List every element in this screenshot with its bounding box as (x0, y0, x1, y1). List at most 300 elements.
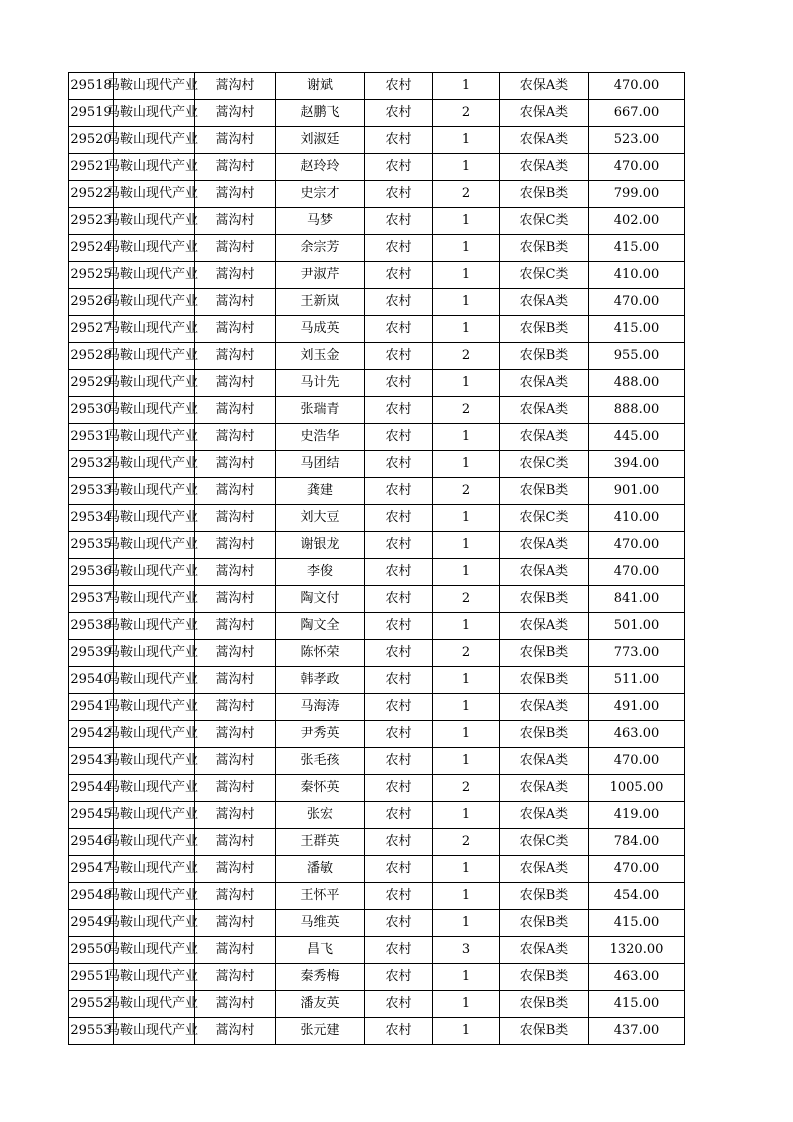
member-count-cell: 2 (433, 586, 500, 613)
household-type-cell: 农村 (365, 694, 433, 721)
member-count-cell: 1 (433, 370, 500, 397)
organization-cell: 马鞍山现代产业 (114, 883, 195, 910)
amount-cell: 1320.00 (589, 937, 685, 964)
person-name-cell: 潘友英 (276, 991, 365, 1018)
organization-cell: 马鞍山现代产业 (114, 397, 195, 424)
insurance-category-cell: 农保C类 (500, 829, 589, 856)
household-type-cell: 农村 (365, 883, 433, 910)
person-name-cell: 谢斌 (276, 73, 365, 100)
person-name-cell: 潘敏 (276, 856, 365, 883)
member-count-cell: 1 (433, 262, 500, 289)
organization-cell: 马鞍山现代产业 (114, 937, 195, 964)
table-row (69, 559, 685, 586)
household-type-cell: 农村 (365, 208, 433, 235)
amount-cell: 491.00 (589, 694, 685, 721)
amount-cell: 773.00 (589, 640, 685, 667)
member-count-cell: 1 (433, 451, 500, 478)
record-id-cell: 29540 (69, 667, 114, 694)
village-cell: 蒿沟村 (195, 316, 276, 343)
record-id-cell: 29523 (69, 208, 114, 235)
person-name-cell: 张元建 (276, 1018, 365, 1045)
village-cell: 蒿沟村 (195, 856, 276, 883)
insurance-category-cell: 农保A类 (500, 613, 589, 640)
household-type-cell: 农村 (365, 586, 433, 613)
village-cell: 蒿沟村 (195, 100, 276, 127)
benefit-table (68, 72, 685, 1045)
organization-cell: 马鞍山现代产业 (114, 289, 195, 316)
village-cell: 蒿沟村 (195, 343, 276, 370)
village-cell: 蒿沟村 (195, 964, 276, 991)
amount-cell: 488.00 (589, 370, 685, 397)
insurance-category-cell: 农保B类 (500, 181, 589, 208)
household-type-cell: 农村 (365, 424, 433, 451)
table-row (69, 802, 685, 829)
record-id-cell: 29525 (69, 262, 114, 289)
organization-cell: 马鞍山现代产业 (114, 1018, 195, 1045)
organization-cell: 马鞍山现代产业 (114, 127, 195, 154)
member-count-cell: 1 (433, 559, 500, 586)
organization-cell: 马鞍山现代产业 (114, 694, 195, 721)
insurance-category-cell: 农保A类 (500, 559, 589, 586)
village-cell: 蒿沟村 (195, 667, 276, 694)
household-type-cell: 农村 (365, 937, 433, 964)
table-row (69, 73, 685, 100)
member-count-cell: 2 (433, 829, 500, 856)
member-count-cell: 1 (433, 694, 500, 721)
table-row (69, 316, 685, 343)
person-name-cell: 昌飞 (276, 937, 365, 964)
table-row (69, 721, 685, 748)
insurance-category-cell: 农保A类 (500, 937, 589, 964)
organization-cell: 马鞍山现代产业 (114, 181, 195, 208)
amount-cell: 523.00 (589, 127, 685, 154)
table-row (69, 181, 685, 208)
household-type-cell: 农村 (365, 802, 433, 829)
member-count-cell: 2 (433, 343, 500, 370)
person-name-cell: 马梦 (276, 208, 365, 235)
record-id-cell: 29546 (69, 829, 114, 856)
table-row (69, 1018, 685, 1045)
organization-cell: 马鞍山现代产业 (114, 100, 195, 127)
member-count-cell: 1 (433, 748, 500, 775)
person-name-cell: 尹秀英 (276, 721, 365, 748)
insurance-category-cell: 农保A类 (500, 532, 589, 559)
person-name-cell: 陶文付 (276, 586, 365, 613)
amount-cell: 501.00 (589, 613, 685, 640)
household-type-cell: 农村 (365, 613, 433, 640)
village-cell: 蒿沟村 (195, 532, 276, 559)
record-id-cell: 29531 (69, 424, 114, 451)
amount-cell: 463.00 (589, 721, 685, 748)
table-row (69, 883, 685, 910)
amount-cell: 470.00 (589, 559, 685, 586)
household-type-cell: 农村 (365, 964, 433, 991)
household-type-cell: 农村 (365, 181, 433, 208)
organization-cell: 马鞍山现代产业 (114, 451, 195, 478)
person-name-cell: 龚建 (276, 478, 365, 505)
insurance-category-cell: 农保B类 (500, 640, 589, 667)
member-count-cell: 1 (433, 667, 500, 694)
person-name-cell: 尹淑芹 (276, 262, 365, 289)
insurance-category-cell: 农保A类 (500, 748, 589, 775)
amount-cell: 470.00 (589, 289, 685, 316)
member-count-cell: 1 (433, 991, 500, 1018)
household-type-cell: 农村 (365, 73, 433, 100)
organization-cell: 马鞍山现代产业 (114, 964, 195, 991)
person-name-cell: 刘大豆 (276, 505, 365, 532)
record-id-cell: 29520 (69, 127, 114, 154)
organization-cell: 马鞍山现代产业 (114, 316, 195, 343)
village-cell: 蒿沟村 (195, 505, 276, 532)
insurance-category-cell: 农保B类 (500, 667, 589, 694)
member-count-cell: 1 (433, 127, 500, 154)
insurance-category-cell: 农保C类 (500, 262, 589, 289)
amount-cell: 454.00 (589, 883, 685, 910)
record-id-cell: 29530 (69, 397, 114, 424)
organization-cell: 马鞍山现代产业 (114, 424, 195, 451)
table-row (69, 829, 685, 856)
household-type-cell: 农村 (365, 478, 433, 505)
village-cell: 蒿沟村 (195, 829, 276, 856)
village-cell: 蒿沟村 (195, 559, 276, 586)
village-cell: 蒿沟村 (195, 289, 276, 316)
village-cell: 蒿沟村 (195, 775, 276, 802)
insurance-category-cell: 农保B类 (500, 991, 589, 1018)
amount-cell: 799.00 (589, 181, 685, 208)
person-name-cell: 陶文全 (276, 613, 365, 640)
member-count-cell: 2 (433, 100, 500, 127)
household-type-cell: 农村 (365, 127, 433, 154)
member-count-cell: 1 (433, 613, 500, 640)
insurance-category-cell: 农保B类 (500, 964, 589, 991)
table-row (69, 937, 685, 964)
insurance-category-cell: 农保A类 (500, 154, 589, 181)
amount-cell: 955.00 (589, 343, 685, 370)
insurance-category-cell: 农保B类 (500, 343, 589, 370)
household-type-cell: 农村 (365, 262, 433, 289)
table-row (69, 451, 685, 478)
table-row (69, 586, 685, 613)
table-row (69, 505, 685, 532)
organization-cell: 马鞍山现代产业 (114, 856, 195, 883)
member-count-cell: 1 (433, 721, 500, 748)
organization-cell: 马鞍山现代产业 (114, 208, 195, 235)
village-cell: 蒿沟村 (195, 397, 276, 424)
member-count-cell: 1 (433, 1018, 500, 1045)
member-count-cell: 1 (433, 856, 500, 883)
member-count-cell: 1 (433, 532, 500, 559)
household-type-cell: 农村 (365, 559, 433, 586)
organization-cell: 马鞍山现代产业 (114, 370, 195, 397)
household-type-cell: 农村 (365, 721, 433, 748)
table-row (69, 991, 685, 1018)
record-id-cell: 29543 (69, 748, 114, 775)
table-row (69, 640, 685, 667)
amount-cell: 667.00 (589, 100, 685, 127)
amount-cell: 470.00 (589, 748, 685, 775)
household-type-cell: 农村 (365, 235, 433, 262)
person-name-cell: 张毛孩 (276, 748, 365, 775)
member-count-cell: 1 (433, 316, 500, 343)
household-type-cell: 农村 (365, 991, 433, 1018)
amount-cell: 437.00 (589, 1018, 685, 1045)
amount-cell: 841.00 (589, 586, 685, 613)
insurance-category-cell: 农保B类 (500, 910, 589, 937)
amount-cell: 394.00 (589, 451, 685, 478)
member-count-cell: 1 (433, 208, 500, 235)
household-type-cell: 农村 (365, 289, 433, 316)
organization-cell: 马鞍山现代产业 (114, 991, 195, 1018)
village-cell: 蒿沟村 (195, 424, 276, 451)
person-name-cell: 史宗才 (276, 181, 365, 208)
amount-cell: 415.00 (589, 991, 685, 1018)
insurance-category-cell: 农保B类 (500, 586, 589, 613)
record-id-cell: 29552 (69, 991, 114, 1018)
person-name-cell: 王新岚 (276, 289, 365, 316)
household-type-cell: 农村 (365, 667, 433, 694)
member-count-cell: 1 (433, 289, 500, 316)
member-count-cell: 1 (433, 910, 500, 937)
village-cell: 蒿沟村 (195, 235, 276, 262)
record-id-cell: 29532 (69, 451, 114, 478)
organization-cell: 马鞍山现代产业 (114, 559, 195, 586)
organization-cell: 马鞍山现代产业 (114, 829, 195, 856)
table-row (69, 613, 685, 640)
amount-cell: 470.00 (589, 532, 685, 559)
village-cell: 蒿沟村 (195, 640, 276, 667)
record-id-cell: 29542 (69, 721, 114, 748)
table-body (69, 73, 685, 1045)
record-id-cell: 29529 (69, 370, 114, 397)
organization-cell: 马鞍山现代产业 (114, 775, 195, 802)
person-name-cell: 张瑞青 (276, 397, 365, 424)
person-name-cell: 李俊 (276, 559, 365, 586)
organization-cell: 马鞍山现代产业 (114, 748, 195, 775)
person-name-cell: 马计先 (276, 370, 365, 397)
record-id-cell: 29536 (69, 559, 114, 586)
person-name-cell: 韩孝政 (276, 667, 365, 694)
table-row (69, 154, 685, 181)
insurance-category-cell: 农保A类 (500, 127, 589, 154)
village-cell: 蒿沟村 (195, 586, 276, 613)
village-cell: 蒿沟村 (195, 613, 276, 640)
amount-cell: 784.00 (589, 829, 685, 856)
organization-cell: 马鞍山现代产业 (114, 235, 195, 262)
person-name-cell: 秦秀梅 (276, 964, 365, 991)
person-name-cell: 赵鹏飞 (276, 100, 365, 127)
member-count-cell: 2 (433, 640, 500, 667)
record-id-cell: 29537 (69, 586, 114, 613)
organization-cell: 马鞍山现代产业 (114, 154, 195, 181)
person-name-cell: 谢银龙 (276, 532, 365, 559)
table-row (69, 370, 685, 397)
insurance-category-cell: 农保A类 (500, 856, 589, 883)
person-name-cell: 王怀平 (276, 883, 365, 910)
insurance-category-cell: 农保A类 (500, 424, 589, 451)
record-id-cell: 29518 (69, 73, 114, 100)
village-cell: 蒿沟村 (195, 478, 276, 505)
amount-cell: 470.00 (589, 856, 685, 883)
person-name-cell: 秦怀英 (276, 775, 365, 802)
person-name-cell: 余宗芳 (276, 235, 365, 262)
household-type-cell: 农村 (365, 370, 433, 397)
record-id-cell: 29528 (69, 343, 114, 370)
organization-cell: 马鞍山现代产业 (114, 613, 195, 640)
household-type-cell: 农村 (365, 640, 433, 667)
person-name-cell: 刘玉金 (276, 343, 365, 370)
insurance-category-cell: 农保A类 (500, 73, 589, 100)
household-type-cell: 农村 (365, 316, 433, 343)
member-count-cell: 1 (433, 235, 500, 262)
household-type-cell: 农村 (365, 532, 433, 559)
table-row (69, 532, 685, 559)
insurance-category-cell: 农保B类 (500, 478, 589, 505)
household-type-cell: 农村 (365, 451, 433, 478)
amount-cell: 888.00 (589, 397, 685, 424)
record-id-cell: 29533 (69, 478, 114, 505)
insurance-category-cell: 农保A类 (500, 694, 589, 721)
table-row (69, 235, 685, 262)
table-row (69, 856, 685, 883)
village-cell: 蒿沟村 (195, 451, 276, 478)
organization-cell: 马鞍山现代产业 (114, 667, 195, 694)
table-row (69, 100, 685, 127)
insurance-category-cell: 农保A类 (500, 100, 589, 127)
amount-cell: 511.00 (589, 667, 685, 694)
amount-cell: 410.00 (589, 505, 685, 532)
member-count-cell: 1 (433, 964, 500, 991)
village-cell: 蒿沟村 (195, 1018, 276, 1045)
person-name-cell: 马团结 (276, 451, 365, 478)
member-count-cell: 2 (433, 397, 500, 424)
member-count-cell: 1 (433, 73, 500, 100)
table-row (69, 964, 685, 991)
household-type-cell: 农村 (365, 343, 433, 370)
insurance-category-cell: 农保B类 (500, 235, 589, 262)
household-type-cell: 农村 (365, 154, 433, 181)
insurance-category-cell: 农保B类 (500, 1018, 589, 1045)
person-name-cell: 马成英 (276, 316, 365, 343)
amount-cell: 419.00 (589, 802, 685, 829)
insurance-category-cell: 农保A类 (500, 370, 589, 397)
village-cell: 蒿沟村 (195, 748, 276, 775)
member-count-cell: 3 (433, 937, 500, 964)
member-count-cell: 1 (433, 505, 500, 532)
record-id-cell: 29526 (69, 289, 114, 316)
member-count-cell: 2 (433, 478, 500, 505)
record-id-cell: 29519 (69, 100, 114, 127)
village-cell: 蒿沟村 (195, 991, 276, 1018)
household-type-cell: 农村 (365, 397, 433, 424)
person-name-cell: 马维英 (276, 910, 365, 937)
village-cell: 蒿沟村 (195, 208, 276, 235)
table-row (69, 289, 685, 316)
organization-cell: 马鞍山现代产业 (114, 532, 195, 559)
insurance-category-cell: 农保C类 (500, 208, 589, 235)
organization-cell: 马鞍山现代产业 (114, 73, 195, 100)
amount-cell: 1005.00 (589, 775, 685, 802)
household-type-cell: 农村 (365, 910, 433, 937)
amount-cell: 463.00 (589, 964, 685, 991)
record-id-cell: 29539 (69, 640, 114, 667)
amount-cell: 470.00 (589, 73, 685, 100)
member-count-cell: 1 (433, 154, 500, 181)
record-id-cell: 29548 (69, 883, 114, 910)
village-cell: 蒿沟村 (195, 154, 276, 181)
organization-cell: 马鞍山现代产业 (114, 586, 195, 613)
village-cell: 蒿沟村 (195, 262, 276, 289)
organization-cell: 马鞍山现代产业 (114, 505, 195, 532)
record-id-cell: 29549 (69, 910, 114, 937)
village-cell: 蒿沟村 (195, 910, 276, 937)
organization-cell: 马鞍山现代产业 (114, 343, 195, 370)
record-id-cell: 29550 (69, 937, 114, 964)
insurance-category-cell: 农保A类 (500, 397, 589, 424)
village-cell: 蒿沟村 (195, 937, 276, 964)
organization-cell: 马鞍山现代产业 (114, 262, 195, 289)
person-name-cell: 张宏 (276, 802, 365, 829)
amount-cell: 470.00 (589, 154, 685, 181)
record-id-cell: 29522 (69, 181, 114, 208)
household-type-cell: 农村 (365, 775, 433, 802)
table-row (69, 748, 685, 775)
insurance-category-cell: 农保B类 (500, 721, 589, 748)
insurance-category-cell: 农保B类 (500, 316, 589, 343)
household-type-cell: 农村 (365, 748, 433, 775)
member-count-cell: 1 (433, 883, 500, 910)
amount-cell: 402.00 (589, 208, 685, 235)
member-count-cell: 2 (433, 181, 500, 208)
village-cell: 蒿沟村 (195, 802, 276, 829)
household-type-cell: 农村 (365, 829, 433, 856)
table-row (69, 775, 685, 802)
amount-cell: 415.00 (589, 910, 685, 937)
amount-cell: 410.00 (589, 262, 685, 289)
village-cell: 蒿沟村 (195, 181, 276, 208)
table-row (69, 343, 685, 370)
insurance-category-cell: 农保C类 (500, 451, 589, 478)
amount-cell: 415.00 (589, 235, 685, 262)
person-name-cell: 史浩华 (276, 424, 365, 451)
record-id-cell: 29541 (69, 694, 114, 721)
record-id-cell: 29524 (69, 235, 114, 262)
person-name-cell: 赵玲玲 (276, 154, 365, 181)
household-type-cell: 农村 (365, 100, 433, 127)
village-cell: 蒿沟村 (195, 721, 276, 748)
insurance-category-cell: 农保A类 (500, 802, 589, 829)
record-id-cell: 29545 (69, 802, 114, 829)
table-row (69, 397, 685, 424)
table-row (69, 127, 685, 154)
amount-cell: 415.00 (589, 316, 685, 343)
person-name-cell: 刘淑廷 (276, 127, 365, 154)
village-cell: 蒿沟村 (195, 883, 276, 910)
table-row (69, 208, 685, 235)
record-id-cell: 29547 (69, 856, 114, 883)
record-id-cell: 29538 (69, 613, 114, 640)
insurance-category-cell: 农保C类 (500, 505, 589, 532)
table-row (69, 667, 685, 694)
table-row (69, 424, 685, 451)
organization-cell: 马鞍山现代产业 (114, 478, 195, 505)
table-row (69, 910, 685, 937)
household-type-cell: 农村 (365, 1018, 433, 1045)
person-name-cell: 马海涛 (276, 694, 365, 721)
table-row (69, 694, 685, 721)
record-id-cell: 29551 (69, 964, 114, 991)
household-type-cell: 农村 (365, 856, 433, 883)
insurance-category-cell: 农保A类 (500, 289, 589, 316)
